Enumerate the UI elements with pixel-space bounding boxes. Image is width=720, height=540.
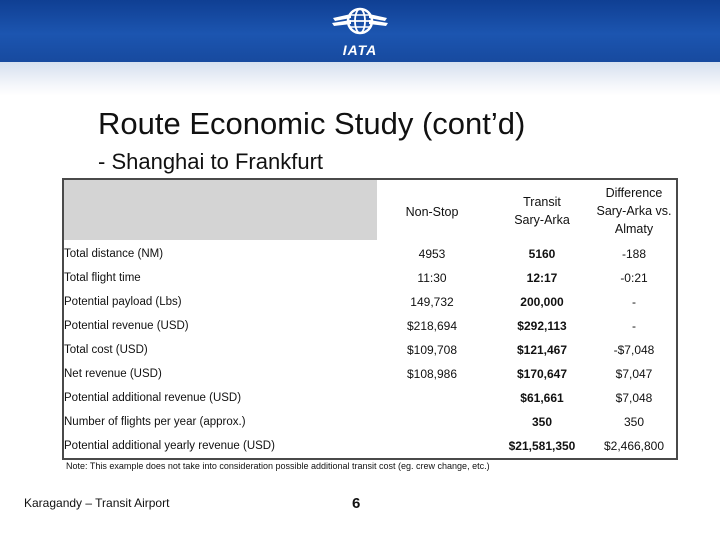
- globe-wings-icon: [331, 4, 389, 42]
- page-title: Route Economic Study (cont’d): [98, 106, 526, 141]
- header-fade: [0, 62, 720, 96]
- row-label: Total flight time: [64, 272, 141, 284]
- header-transit-line2: Sary-Arka: [514, 213, 570, 227]
- page-subtitle: - Shanghai to Frankfurt: [98, 149, 324, 174]
- cell-difference: -: [632, 319, 636, 333]
- header-difference-line3: Almaty: [614, 222, 654, 236]
- table-header-row: [64, 180, 676, 242]
- cell-non-stop: [372, 386, 492, 410]
- cell-transit: 5160: [528, 247, 556, 261]
- header-difference-line2: Sary-Arka vs.: [596, 204, 672, 218]
- table-row: [64, 242, 676, 266]
- cell-difference: $7,048: [615, 391, 653, 405]
- table-row: [64, 266, 676, 290]
- row-label: Potential revenue (USD): [64, 320, 189, 332]
- row-label: Potential additional yearly revenue (USD): [64, 440, 275, 452]
- cell-transit: $121,467: [516, 343, 568, 357]
- cell-transit: 350: [531, 415, 553, 429]
- cell-non-stop: 149,732: [410, 295, 454, 309]
- iata-logo: [331, 4, 389, 60]
- table-row: [64, 410, 676, 434]
- cell-difference: $2,466,800: [603, 439, 665, 453]
- cell-transit: $292,113: [517, 319, 567, 333]
- header-difference: [592, 180, 676, 242]
- cell-non-stop: $108,986: [406, 367, 458, 381]
- table-row: [64, 362, 676, 386]
- header-label-cell: [64, 180, 372, 242]
- row-label: Potential additional revenue (USD): [64, 392, 242, 404]
- header-difference-line1: Difference: [605, 186, 663, 200]
- row-label: Number of flights per year (approx.): [64, 416, 246, 428]
- cell-non-stop: [372, 434, 492, 458]
- footer-caption: Karagandy – Transit Airport: [24, 496, 170, 510]
- cell-difference: -$7,048: [613, 343, 655, 357]
- header-banner: [0, 0, 720, 62]
- row-label: Potential payload (Lbs): [64, 296, 182, 308]
- cell-difference: $7,047: [615, 367, 653, 381]
- cell-difference: -188: [621, 247, 647, 261]
- table-row: [64, 386, 676, 410]
- table-row: [64, 338, 676, 362]
- cell-difference: -0:21: [620, 271, 648, 285]
- route-comparison-table: [64, 180, 676, 458]
- cell-transit: $21,581,350: [508, 439, 576, 453]
- table-row: [64, 434, 676, 458]
- table-row: [64, 290, 676, 314]
- cell-difference: 350: [623, 415, 645, 429]
- header-transit-line1: Transit: [523, 195, 561, 209]
- cell-non-stop: $218,694: [406, 319, 458, 333]
- row-label: Total distance (NM): [64, 248, 164, 260]
- header-non-stop: Non-Stop: [405, 205, 459, 219]
- table-row: [64, 314, 676, 338]
- cell-transit: 12:17: [526, 271, 558, 285]
- header-transit: [492, 180, 592, 242]
- cell-transit: $61,661: [520, 391, 564, 405]
- row-label: Net revenue (USD): [64, 368, 162, 380]
- row-label: Total cost (USD): [64, 344, 148, 356]
- page-number: 6: [352, 495, 361, 512]
- cell-transit: $170,647: [516, 367, 568, 381]
- cell-difference: -: [632, 295, 636, 309]
- cell-transit: 200,000: [520, 295, 564, 309]
- cell-non-stop: 4953: [418, 247, 446, 261]
- logo-text: IATA: [342, 42, 378, 58]
- cell-non-stop: $109,708: [406, 343, 458, 357]
- cell-non-stop: [372, 410, 492, 434]
- cell-non-stop: 11:30: [417, 271, 447, 285]
- table-note: Note: This example does not take into consideration possible additional transit cost (eg. crew change, etc.): [66, 461, 490, 471]
